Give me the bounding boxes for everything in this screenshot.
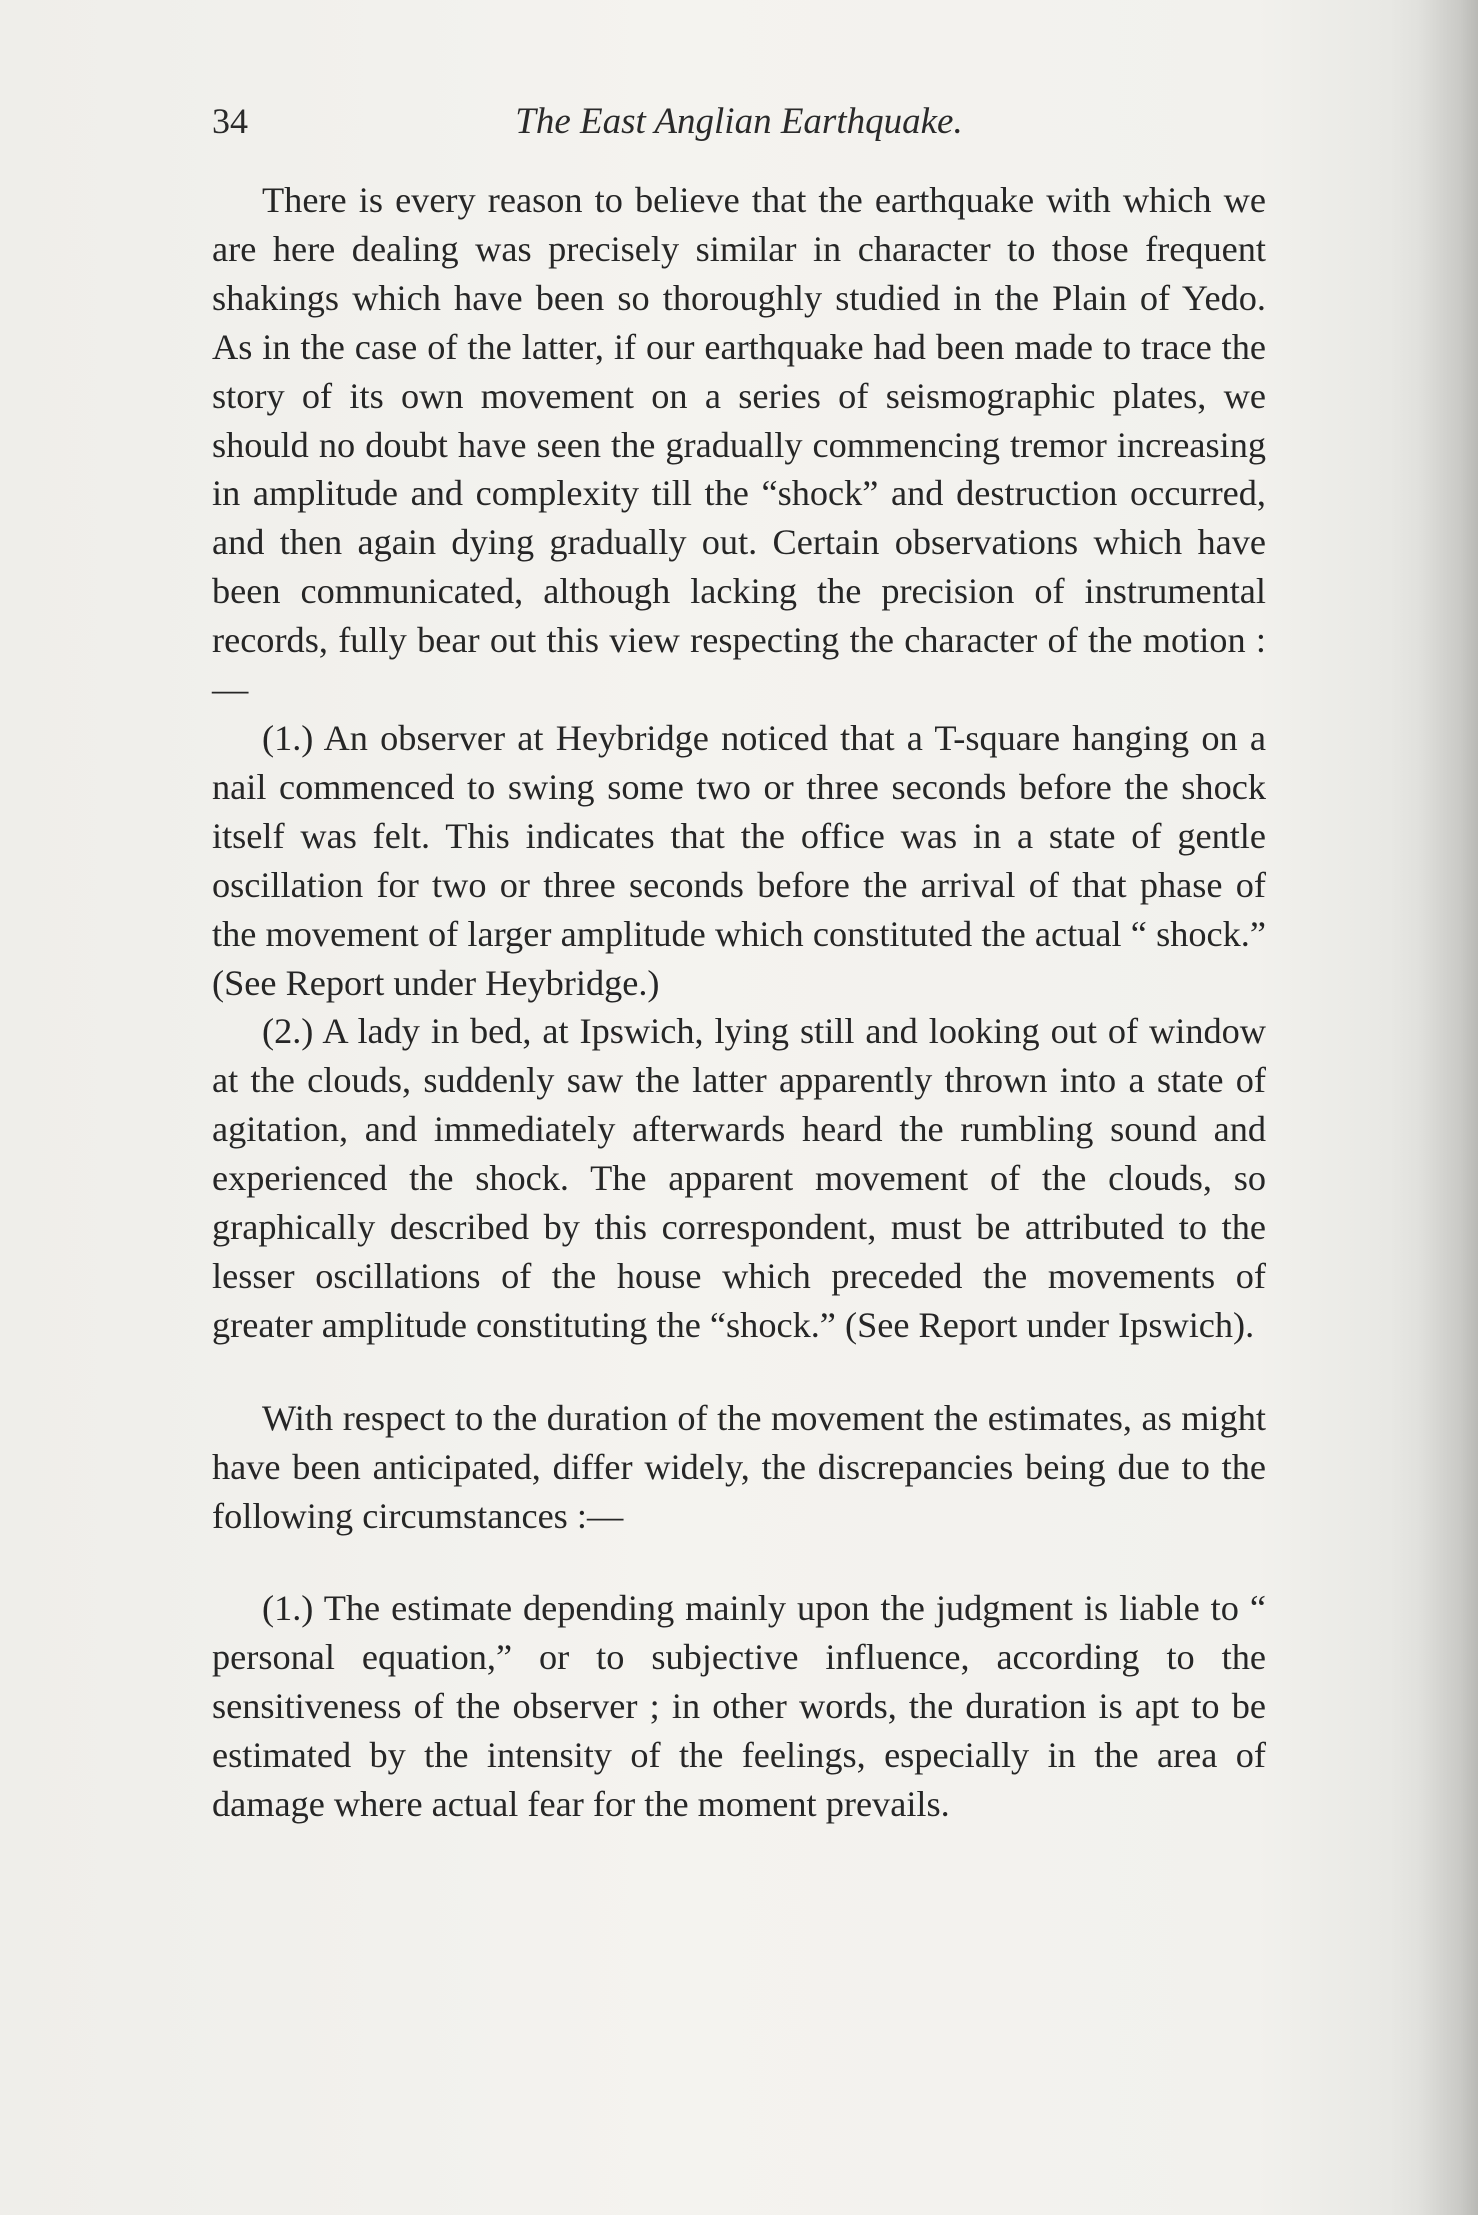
paragraph-personal-equation: (1.) The estimate depending mainly upon the judgment is liable to “ personal equation,” or to subjective influence, according to the sensitiveness of the observer ; in other words, the duration is apt to be estimated by the intensity of the feelings, especially in the area of damage where actual fear for the moment prevails. bbox=[212, 1588, 1266, 1825]
page-number: 34 bbox=[212, 101, 248, 141]
paragraph-ipswich-observation: (2.) A lady in bed, at Ipswich, lying still and looking out of window at the clouds, suddenly saw the latter apparently thrown into a state of agitation, and immediately afterwards heard the rumbling sound and experienced the shock. The apparent movement of the clouds, so graphically described by this correspondent, must be attributed to the lesser oscillations of the house which preceded the movements of greater amplitude constituting the “shock.” (See Report under Ipswich). bbox=[212, 1011, 1266, 1345]
paragraph-duration-estimates: With respect to the duration of the movement the estimates, as might have been anticipated, differ widely, the discrepancies being due to the following circumstances :— bbox=[212, 1397, 1266, 1536]
page-header bbox=[212, 100, 1266, 160]
page-edge-shadow bbox=[1418, 0, 1478, 2215]
running-title: The East Anglian Earthquake. bbox=[515, 101, 963, 142]
paragraph-heybridge-observation: (1.) An observer at Heybridge noticed that a T-square hanging on a nail commenced to swing some two or three seconds before the shock itself was felt. This indicates that the office was in a state of gentle oscillation for two or three seconds before the arrival of that phase of the movement of larger amplitude which constituted the actual “ shock.” (See Report under Heybridge.) bbox=[212, 717, 1266, 1003]
body-text bbox=[212, 176, 1266, 1829]
paragraph-reason: There is every reason to believe that the earthquake with which we are here dealing was precisely similar in character to those frequent shakings which have been so thoroughly studied in the Plain of Yedo. As in the case of the latter, if our earthquake had been made to trace the story of its own movement on a series of seismographic plates, we should no doubt have seen the gradually commencing tremor increasing in amplitude and complexity till the “shock” and destruction occurred, and then again dying gradually out. Certain observations which have been communicated, although lacking the precision of instrumental records, fully bear out this view respecting the character of the motion :— bbox=[212, 180, 1266, 710]
